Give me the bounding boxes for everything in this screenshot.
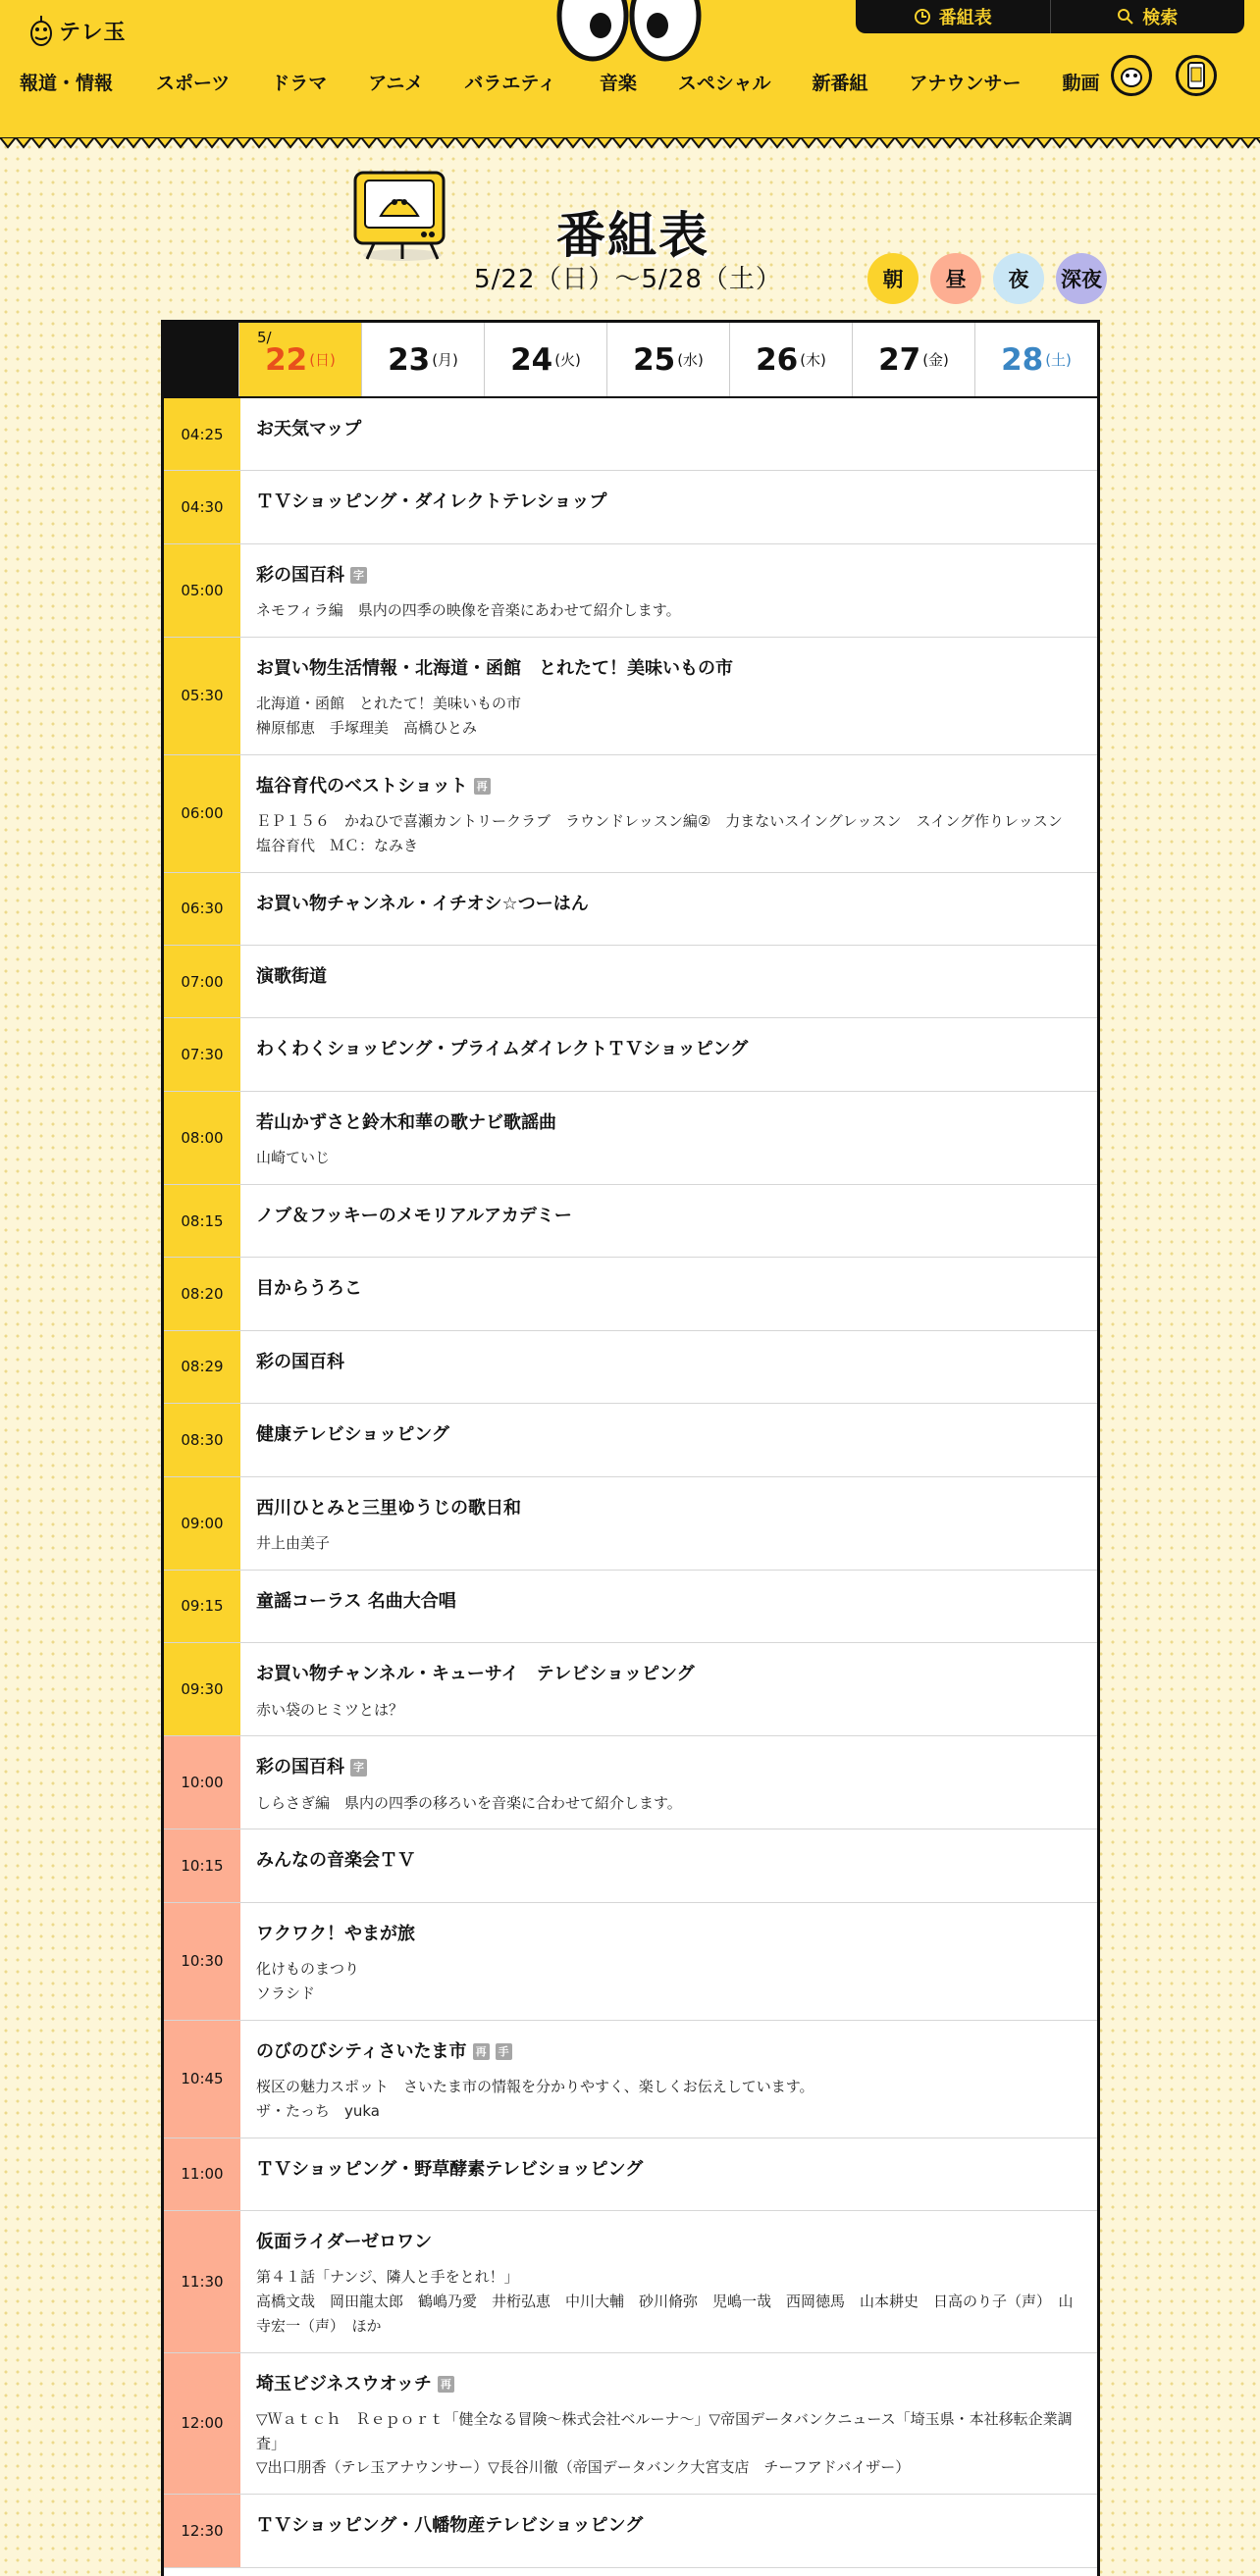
- program-cell[interactable]: [240, 1736, 1097, 1829]
- program-row: [164, 1736, 1097, 1829]
- program-description-line: ソラシド: [256, 1984, 316, 2002]
- program-time: 08:00: [164, 1092, 240, 1184]
- program-row: [164, 1404, 1097, 1476]
- program-time: 10:30: [164, 1903, 240, 2020]
- program-time: 12:30: [164, 2495, 240, 2566]
- program-time: 10:15: [164, 1829, 240, 1901]
- program-row: [164, 544, 1097, 638]
- program-time: 10:00: [164, 1736, 240, 1829]
- program-title-line: [256, 2158, 1081, 2181]
- program-row: [164, 1477, 1097, 1571]
- program-title-line: [256, 1849, 1081, 1872]
- day-tab-28[interactable]: [974, 323, 1097, 396]
- program-title: 仮面ライダーゼロワン: [256, 2231, 433, 2252]
- program-time: 08:15: [164, 1185, 240, 1257]
- program-title-line: [256, 2373, 1081, 2396]
- program-title: 彩の国百科: [256, 564, 344, 586]
- program-time: 07:30: [164, 1018, 240, 1090]
- program-title: のびのびシティさいたま市: [256, 2040, 467, 2062]
- page-title: 番組表: [556, 207, 709, 264]
- day-tab-27[interactable]: [852, 323, 974, 396]
- program-description-line: ▽出口朋香（テレ玉アナウンサー）▽長谷川徹（帝国データバンク大宮支店 チーフアドバイザー）: [256, 2458, 911, 2477]
- program-cell[interactable]: [240, 2353, 1097, 2495]
- program-cell[interactable]: [240, 1331, 1097, 1403]
- day-tab-date: 23: [388, 341, 431, 378]
- program-description: [256, 1146, 1081, 1170]
- program-cell[interactable]: [240, 398, 1097, 470]
- program-row: [164, 2353, 1097, 2496]
- program-time: 04:25: [164, 398, 240, 470]
- program-title-line: [256, 490, 1081, 513]
- program-title: お買い物チャンネル・キューサイ テレビショッピング: [256, 1664, 695, 1685]
- day-tab-weekday: (日): [309, 351, 336, 369]
- program-description-line: 山崎ていじ: [256, 1149, 331, 1167]
- program-cell[interactable]: [240, 1477, 1097, 1570]
- day-tab-weekday: (土): [1045, 351, 1072, 369]
- day-tab-date: 22: [265, 341, 308, 378]
- program-title-line: [256, 1663, 1081, 1685]
- program-description: [256, 1791, 1081, 1816]
- program-title: 健康テレビショッピング: [256, 1424, 449, 1446]
- program-cell[interactable]: [240, 2021, 1097, 2138]
- program-title: ＴＶショッピング・野草酵素テレビショッピング: [256, 2158, 644, 2180]
- program-description: [256, 598, 1081, 623]
- program-row: [164, 1331, 1097, 1404]
- mascot-logo-icon: [29, 14, 53, 47]
- program-time: 10:45: [164, 2021, 240, 2138]
- search-icon: [1117, 8, 1134, 26]
- program-cell[interactable]: [240, 1829, 1097, 1901]
- clock-icon: [914, 8, 931, 26]
- program-cell[interactable]: [240, 873, 1097, 945]
- program-row: [164, 1092, 1097, 1185]
- program-description-line: ザ・たっち yuka: [256, 2101, 380, 2120]
- program-title: 目からうろこ: [256, 1278, 362, 1300]
- program-badge: 字: [350, 567, 367, 584]
- program-title: 童謡コーラス 名曲大合唱: [256, 1590, 456, 1612]
- schedule-link[interactable]: [856, 0, 1050, 33]
- program-title-line: [256, 775, 1081, 798]
- program-title-line: [256, 564, 1081, 587]
- program-time: 09:30: [164, 1643, 240, 1735]
- program-description-line: ＥＰ１５６ かねひで喜瀬カントリークラブ ラウンドレッスン編② 力まないスイングレッスン スイング作りレッスン: [256, 812, 1063, 831]
- nav-item-variety[interactable]: バラエティ: [464, 72, 556, 94]
- program-title: 若山かずさと鈴木和華の歌ナビ歌謡曲: [256, 1111, 556, 1133]
- day-tab-weekday: (金): [922, 351, 949, 369]
- program-title: ワクワク！やまが旅: [256, 1923, 415, 1944]
- program-title: 彩の国百科: [256, 1757, 344, 1778]
- nav-icons: [1111, 55, 1217, 96]
- program-cell[interactable]: [240, 544, 1097, 637]
- program-time: 11:00: [164, 2138, 240, 2210]
- day-tab-date: 24: [510, 341, 553, 378]
- program-description: [256, 2265, 1081, 2338]
- program-cell[interactable]: [240, 1571, 1097, 1642]
- nav-item-news[interactable]: 報道・情報: [20, 72, 114, 94]
- program-time: 11:30: [164, 2211, 240, 2352]
- program-title: ＴＶショッピング・ダイレクトテレショップ: [256, 491, 607, 513]
- nav-item-announcers[interactable]: アナウンサー: [909, 72, 1022, 94]
- program-description-line: ネモフィラ編 県内の四季の映像を音楽にあわせて紹介します。: [256, 601, 681, 620]
- period-buttons: [867, 253, 1107, 304]
- program-title-line: [256, 1351, 1081, 1373]
- program-description: [256, 2407, 1081, 2480]
- nav-item-anime[interactable]: アニメ: [368, 72, 424, 94]
- period-morning-button[interactable]: 朝: [867, 253, 919, 304]
- day-tab-26[interactable]: [729, 323, 852, 396]
- program-title: お買い物生活情報・北海道・函館 とれたて！美味いもの市: [256, 657, 733, 679]
- program-title-line: [256, 1038, 1081, 1060]
- program-time: 06:30: [164, 873, 240, 945]
- program-title-line: [256, 418, 1081, 440]
- program-time: 04:30: [164, 471, 240, 542]
- program-time: 08:29: [164, 1331, 240, 1403]
- program-title: みんなの音楽会ＴＶ: [256, 1850, 415, 1872]
- program-badge: 字: [350, 1759, 367, 1776]
- program-time: 07:00: [164, 946, 240, 1017]
- program-row: [164, 946, 1097, 1018]
- program-time: 09:00: [164, 1477, 240, 1570]
- program-title: お天気マップ: [256, 419, 362, 439]
- program-time: 08:20: [164, 1258, 240, 1329]
- program-title-line: [256, 1756, 1081, 1778]
- program-time: 09:15: [164, 1571, 240, 1642]
- day-tab-date: 26: [756, 341, 799, 378]
- program-title-line: [256, 1497, 1081, 1520]
- program-row: [164, 2495, 1097, 2567]
- tv-mascot-illustration: [345, 165, 453, 263]
- program-title: ＴＶショッピング・八幡物産テレビショッピング: [256, 2515, 644, 2537]
- program-title: お買い物チャンネル・イチオシ☆つーはん: [256, 893, 589, 914]
- program-row: [164, 1643, 1097, 1736]
- day-tab-23[interactable]: [361, 323, 484, 396]
- program-description: [256, 692, 1081, 741]
- program-cell[interactable]: [240, 2211, 1097, 2352]
- program-time: 05:00: [164, 544, 240, 637]
- period-latenight-button[interactable]: 深夜: [1056, 253, 1107, 304]
- program-description-line: 井上由美子: [256, 1533, 331, 1552]
- program-title-line: [256, 965, 1081, 988]
- program-description-line: 高橋文哉 岡田龍太郎 鶴嶋乃愛 井桁弘恵 中川大輔 砂川脩弥 児嶋一哉 西岡徳馬 山本耕史 日高のり子（声） 山寺宏一（声） ほか: [256, 2293, 1074, 2335]
- search-link[interactable]: [1050, 0, 1245, 33]
- teletama-mascot-icon[interactable]: [1111, 55, 1152, 96]
- program-title: ノブ＆フッキーのメモリアルアカデミー: [256, 1206, 572, 1227]
- program-row: [164, 1258, 1097, 1330]
- program-row: [164, 1903, 1097, 2021]
- day-tab-date: 28: [1001, 341, 1044, 378]
- site-logo[interactable]: [29, 14, 127, 47]
- program-title-line: [256, 893, 1081, 915]
- program-cell[interactable]: [240, 755, 1097, 872]
- nav-item-music[interactable]: 音楽: [599, 72, 637, 94]
- program-description-line: ▽Ｗａｔｃｈ Ｒｅｐｏｒｔ「健全なる冒険～株式会社ベルーナ～」▽帝国データバンクニュース「埼玉県・本社移転企業調査」: [256, 2409, 1073, 2452]
- program-time: 12:00: [164, 2353, 240, 2495]
- program-row: [164, 2138, 1097, 2211]
- program-title-line: [256, 1590, 1081, 1613]
- program-cell[interactable]: [240, 2138, 1097, 2210]
- program-title: 彩の国百科: [256, 1351, 344, 1372]
- day-tab-date: 25: [633, 341, 676, 378]
- program-row: [164, 873, 1097, 946]
- program-title-line: [256, 1111, 1081, 1134]
- date-range: 5/22（日）〜5/28（土）: [474, 265, 782, 294]
- search-link-label: 検索: [1142, 8, 1179, 28]
- day-tab-date: 27: [878, 341, 921, 378]
- program-description: [256, 1531, 1081, 1556]
- day-tab-22[interactable]: [238, 323, 361, 396]
- program-title: 埼玉ビジネスウオッチ: [256, 2373, 432, 2395]
- program-row: [164, 2021, 1097, 2138]
- period-evening-button[interactable]: 夜: [993, 253, 1044, 304]
- program-description: [256, 1698, 1081, 1723]
- day-tab-25[interactable]: [606, 323, 729, 396]
- program-cell[interactable]: [240, 1404, 1097, 1475]
- day-tab-weekday: (火): [554, 351, 581, 369]
- program-title: 西川ひとみと三里ゆうじの歌日和: [256, 1497, 521, 1519]
- program-time: 06:00: [164, 755, 240, 872]
- program-cell[interactable]: [240, 946, 1097, 1017]
- mascot-face-icon: [1117, 61, 1146, 90]
- program-description-line: 第４１話「ナンジ、隣人と手をとれ！」: [256, 2268, 519, 2287]
- program-description-line: 北海道・函館 とれたて！美味いもの市: [256, 695, 522, 713]
- program-description-line: 榊原郁恵 手塚理美 高橋ひとみ: [256, 719, 478, 738]
- main-nav: [20, 57, 1100, 106]
- program-title-line: [256, 1277, 1081, 1300]
- program-description-line: 化けものまつり: [256, 1960, 360, 1979]
- program-badge: 再: [438, 2376, 454, 2393]
- program-row: [164, 638, 1097, 755]
- site-header: [0, 0, 1260, 137]
- program-title-line: [256, 2040, 1081, 2063]
- program-cell[interactable]: [240, 1185, 1097, 1257]
- program-badge: 再: [473, 2043, 490, 2060]
- program-title-line: [256, 1923, 1081, 1945]
- program-title-line: [256, 1423, 1081, 1446]
- program-row: [164, 2211, 1097, 2353]
- program-time: 08:30: [164, 1404, 240, 1475]
- program-row: [164, 1185, 1097, 1258]
- program-title-line: [256, 2514, 1081, 2537]
- program-title-line: [256, 2231, 1081, 2253]
- program-description: [256, 809, 1081, 858]
- program-title: わくわくショッピング・プライムダイレクトＴＶショッピング: [256, 1039, 749, 1060]
- program-row: [164, 1018, 1097, 1091]
- program-cell[interactable]: [240, 1643, 1097, 1735]
- top-links: [856, 0, 1244, 33]
- program-row: [164, 1571, 1097, 1643]
- day-tab-month: 5/: [257, 329, 272, 346]
- program-row: [164, 755, 1097, 873]
- program-row: [164, 471, 1097, 543]
- header-zigzag-edge: [0, 137, 1260, 153]
- program-description-line: しらさぎ編 県内の四季の移ろいを音楽に合わせて紹介します。: [256, 1793, 682, 1812]
- program-description: [256, 2075, 1081, 2124]
- program-cell[interactable]: [240, 471, 1097, 542]
- program-row: [164, 398, 1097, 471]
- program-cell[interactable]: [240, 1903, 1097, 2020]
- program-description-line: 赤い袋のヒミツとは？: [256, 1700, 404, 1719]
- day-tab-weekday: (木): [800, 351, 826, 369]
- smartphone-icon: [1184, 61, 1208, 90]
- nav-item-videos[interactable]: 動画: [1062, 72, 1100, 94]
- day-tabs: [164, 323, 1097, 398]
- nav-item-sports[interactable]: スポーツ: [156, 72, 231, 94]
- nav-item-special[interactable]: スペシャル: [677, 72, 771, 94]
- schedule-link-label: 番組表: [938, 8, 992, 28]
- program-cell[interactable]: [240, 2495, 1097, 2566]
- program-title-line: [256, 1205, 1081, 1227]
- program-description-line: 桜区の魅力スポット さいたま市の情報を分かりやすく、楽しくお伝えしています。: [256, 2078, 814, 2096]
- nav-item-new-programs[interactable]: 新番組: [812, 72, 868, 94]
- day-tab-weekday: (月): [432, 351, 458, 369]
- program-list: [164, 398, 1097, 2568]
- day-tabs-corner: [164, 323, 238, 396]
- program-cell[interactable]: [240, 1092, 1097, 1184]
- day-tab-24[interactable]: [484, 323, 606, 396]
- program-badge: 再: [474, 778, 491, 795]
- program-description-line: 塩谷育代 ＭＣ：なみき: [256, 836, 419, 854]
- program-description: [256, 1957, 1081, 2006]
- logo-text: テレ玉: [59, 20, 127, 45]
- schedule-table: [161, 320, 1100, 2576]
- program-time: 05:30: [164, 638, 240, 754]
- program-title-line: [256, 657, 1081, 680]
- program-cell[interactable]: [240, 638, 1097, 754]
- mascot-eyes-icon: [555, 0, 703, 65]
- program-title: 演歌街道: [256, 966, 327, 988]
- program-cell[interactable]: [240, 1258, 1097, 1329]
- program-row: [164, 1829, 1097, 1902]
- program-badge: 手: [496, 2043, 512, 2060]
- period-daytime-button[interactable]: 昼: [930, 253, 981, 304]
- day-tab-weekday: (水): [677, 351, 704, 369]
- program-cell[interactable]: [240, 1018, 1097, 1090]
- program-title: 塩谷育代のベストショット: [256, 775, 468, 797]
- nav-item-drama[interactable]: ドラマ: [271, 72, 328, 94]
- app-icon[interactable]: [1176, 55, 1217, 96]
